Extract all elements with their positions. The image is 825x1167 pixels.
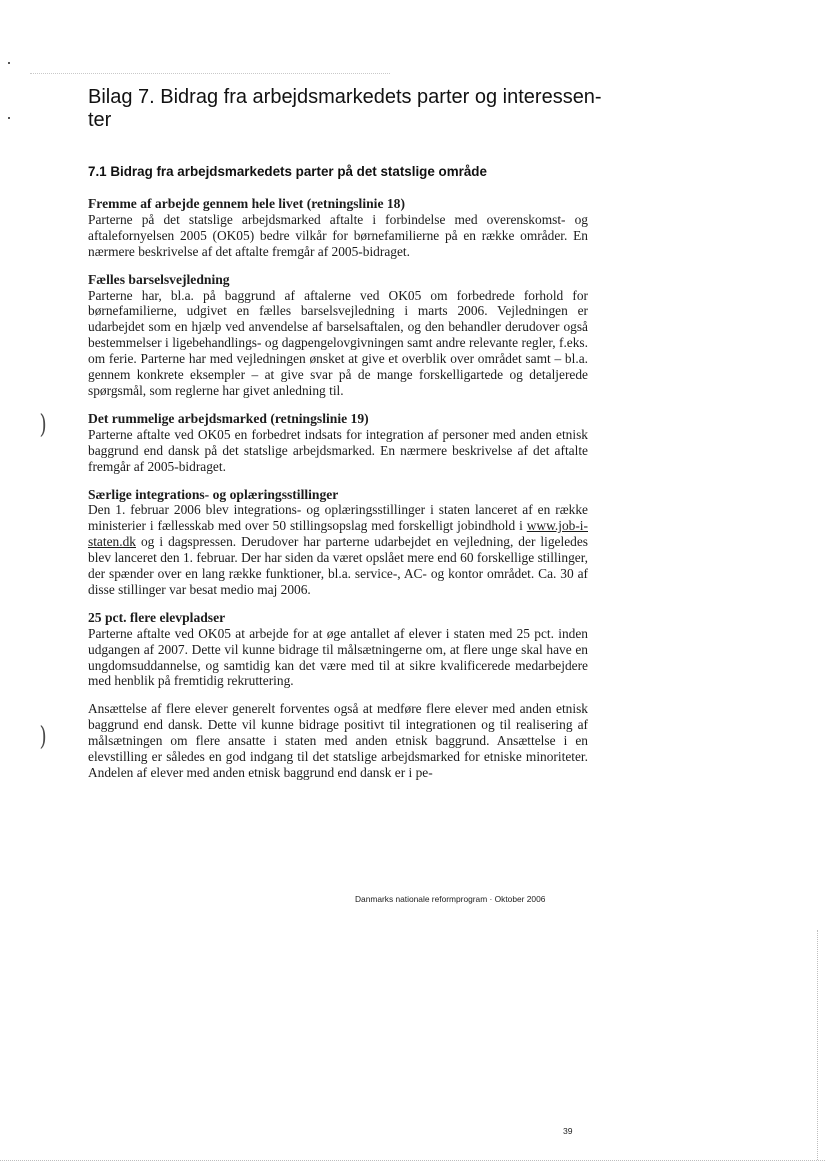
subsection-heading: 25 pct. flere elevpladser (88, 609, 226, 625)
scan-artifact-line (0, 1160, 825, 1161)
subsection-integrationsstillinger (88, 487, 588, 598)
subsection-heading: Fælles barselsvejledning (88, 271, 230, 287)
subsection-heading: Særlige integrations- og oplæringsstillinger (88, 486, 339, 502)
body-column (88, 196, 588, 793)
subsection-heading: Det rummelige arbejdsmarked (retningslinie 19) (88, 410, 369, 426)
scan-artifact-line (30, 73, 390, 74)
paragraph: Parterne har, bl.a. på baggrund af aftalerne ved OK05 om forbedrede forhold for børnefamilierne, udgivet en fælles barselsvejledning i marts 2006. Vejledningen er udarbejdet som en hjælp ved anvendelse af barselsaftalen, og den behandler derudover også bestemmelser i ligebehandlings- og dagpengelovgivningen samt andre relevante regler, f.eks. om ferie. Parterne har med vejledningen ønsket at give et overblik over området samt – bl.a. gennem konkrete eksempler – at give svar på de mange forskelligartede og detaljerede spørgsmål, som reglerne har givet anledning til. (88, 287, 588, 398)
page-number: 39 (563, 1126, 573, 1136)
subsection-barselsvejledning (88, 272, 588, 399)
subsection-retningslinie-18 (88, 196, 588, 260)
job-i-staten-link[interactable]: www.job-i-staten.dk (88, 518, 588, 550)
paragraph: Parterne aftalte ved OK05 en forbedret indsats for integration af personer med anden etnisk baggrund end dansk på det statslige arbejdsmarked. En nærmere beskrivelse af det aftalte fremgår af 2005-bidraget. (88, 426, 588, 474)
scan-artifact-line (817, 930, 818, 1160)
paragraph-text: Den 1. februar 2006 blev integrations- og oplæringsstillinger i staten lanceret af en række ministerier i fællesskab med over 50 stillingsopslag med forskelligt jobindhold i (88, 502, 588, 534)
subsection-heading: Fremme af arbejde gennem hele livet (retningslinie 18) (88, 196, 405, 211)
subsection-retningslinie-19 (88, 411, 588, 475)
binding-hole-mark: ) (39, 722, 47, 752)
paragraph: Parterne på det statslige arbejdsmarked aftalte i forbindelse med overenskomst- og aftalefornyelsen 2005 (OK05) bedre vilkår for børnefamilierne på en række områder. En nærmere beskrivelse af det aftalte fremgår af 2005-bidraget. (88, 211, 588, 259)
subsection-elevpladser (88, 610, 588, 781)
scan-speck (8, 117, 10, 119)
paragraph-text: og i dagspressen. Derudover har parterne udarbejdet en vejledning, der ligeledes blev lanceret den 1. februar. Der har siden da været opslået mere end 60 forskellige stillinger, der spænder over en lang række funktioner, bl.a. service-, AC- og kontor området. Ca. 30 af disse stillinger var besat medio maj 2006. (88, 534, 588, 597)
paragraph: Parterne aftalte ved OK05 at arbejde for at øge antallet af elever i staten med 25 pct. inden udgangen af 2007. Dette vil kunne bidrage til målsætningerne om, at flere unge skal have en ungdomsuddannelse, og samtidig kan det være med til at sikre kvalificerede medarbejdere med henblik på fremtidig rekruttering. (88, 625, 588, 689)
scan-speck (8, 62, 10, 64)
paragraph (88, 502, 588, 597)
page-footer: Danmarks nationale reformprogram · Oktober 2006 (355, 894, 546, 904)
paragraph: Ansættelse af flere elever generelt forventes også at medføre flere elever med anden etnisk baggrund end dansk. Dette vil kunne bidrage positivt til integrationen og til realisering af målsætningen om flere ansatte i staten med anden etnisk baggrund. Ansættelse i en elevstilling er således en god indgang til det statslige arbejdsmarked for etniske minoriteter. Andelen af elever med anden etnisk baggrund end dansk er i pe- (88, 701, 588, 780)
chapter-title: Bilag 7. Bidrag fra arbejdsmarkedets parter og interessen-ter (88, 86, 602, 131)
section-title: 7.1 Bidrag fra arbejdsmarkedets parter på det statslige område (88, 164, 487, 179)
binding-hole-mark: ) (39, 410, 47, 440)
